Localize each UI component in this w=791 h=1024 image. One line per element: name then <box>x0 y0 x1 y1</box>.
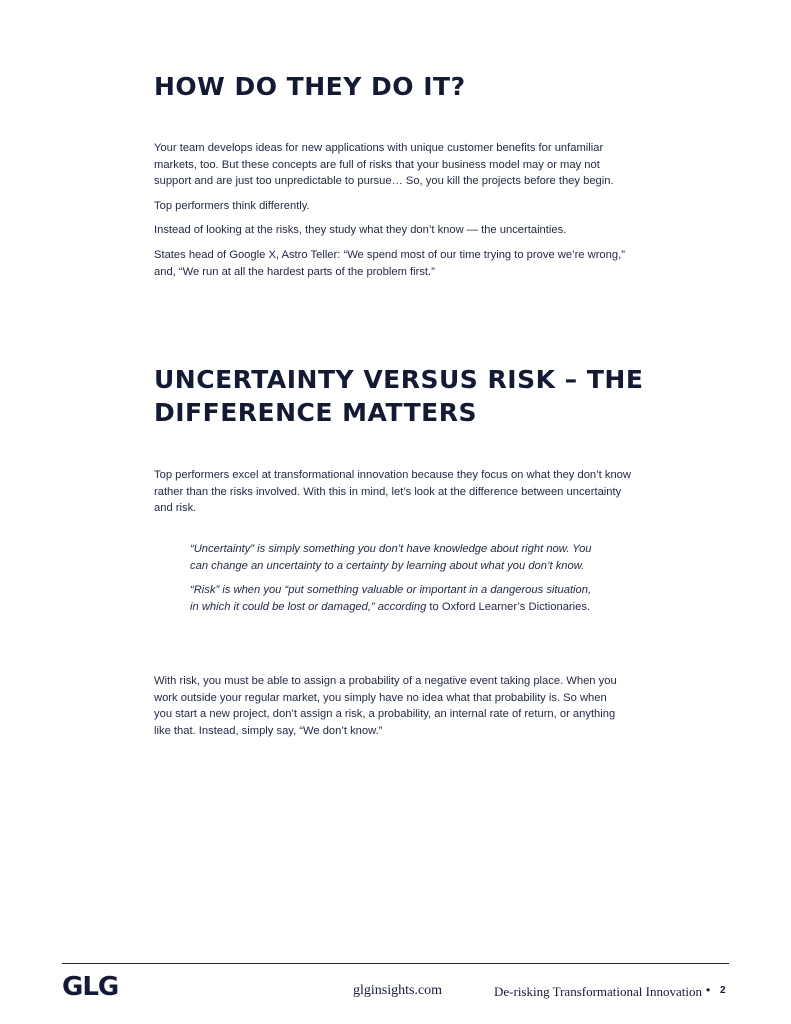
paragraph: Top performers think differently. <box>154 199 310 212</box>
uncertainty-definition: “Uncertainty” is simply something you don’t have knowledge about right now. You can change an uncertainty to a certainty by learning about what you don’t know. <box>190 543 592 572</box>
footer-divider <box>62 963 729 964</box>
paragraph: States head of Google X, Astro Teller: “We spend most of our time trying to prove we’re wrong,” and, “We run at all the hardest parts of the problem first.” <box>154 248 625 278</box>
section-intro-uncertainty <box>154 467 636 517</box>
glg-logo: GLG <box>62 972 119 1002</box>
risk-definition-source: to Oxford Learner’s Dictionaries. <box>429 600 591 613</box>
section-body-how <box>154 140 636 288</box>
footer-site-link[interactable]: glginsights.com <box>353 983 443 998</box>
paragraph: With risk, you must be able to assign a probability of a negative event taking place. When you work outside your regular market, you simply have no idea what that probability is. So when you start a new project, don’t assign a risk, a probability, an internal rate of return, or anything like that. Instead, simply say, “We don’t know.” <box>154 675 617 737</box>
page-number: 2 <box>720 985 726 996</box>
footer-document-title: De-risking Transformational Innovation <box>494 984 702 999</box>
paragraph: Instead of looking at the risks, they study what they don’t know — the uncertainties. <box>154 224 567 237</box>
definition-block <box>190 541 600 623</box>
section-closing <box>154 673 624 739</box>
section-heading-how: HOW DO THEY DO IT? <box>154 72 466 101</box>
paragraph: Top performers excel at transformational innovation because they focus on what they don’t know rather than the risks involved. With this in mind, let’s look at the difference between uncertainty and risk. <box>154 469 631 515</box>
section-heading-uncertainty: UNCERTAINTY VERSUS RISK – THE DIFFERENCE MATTERS <box>154 365 644 427</box>
risk-definition <box>190 582 600 615</box>
paragraph: Your team develops ideas for new applications with unique customer benefits for unfamiliar markets, too. But these concepts are full of risks that your business model may or may not support and are just too unpredictable to pursue… So, you kill the projects before they begin. <box>154 142 614 188</box>
risk-definition-text: “Risk” is when you “put something valuable or important in a dangerous situation, in which it could be lost or damaged,” according <box>190 584 592 613</box>
footer-bullet: • <box>706 983 711 997</box>
